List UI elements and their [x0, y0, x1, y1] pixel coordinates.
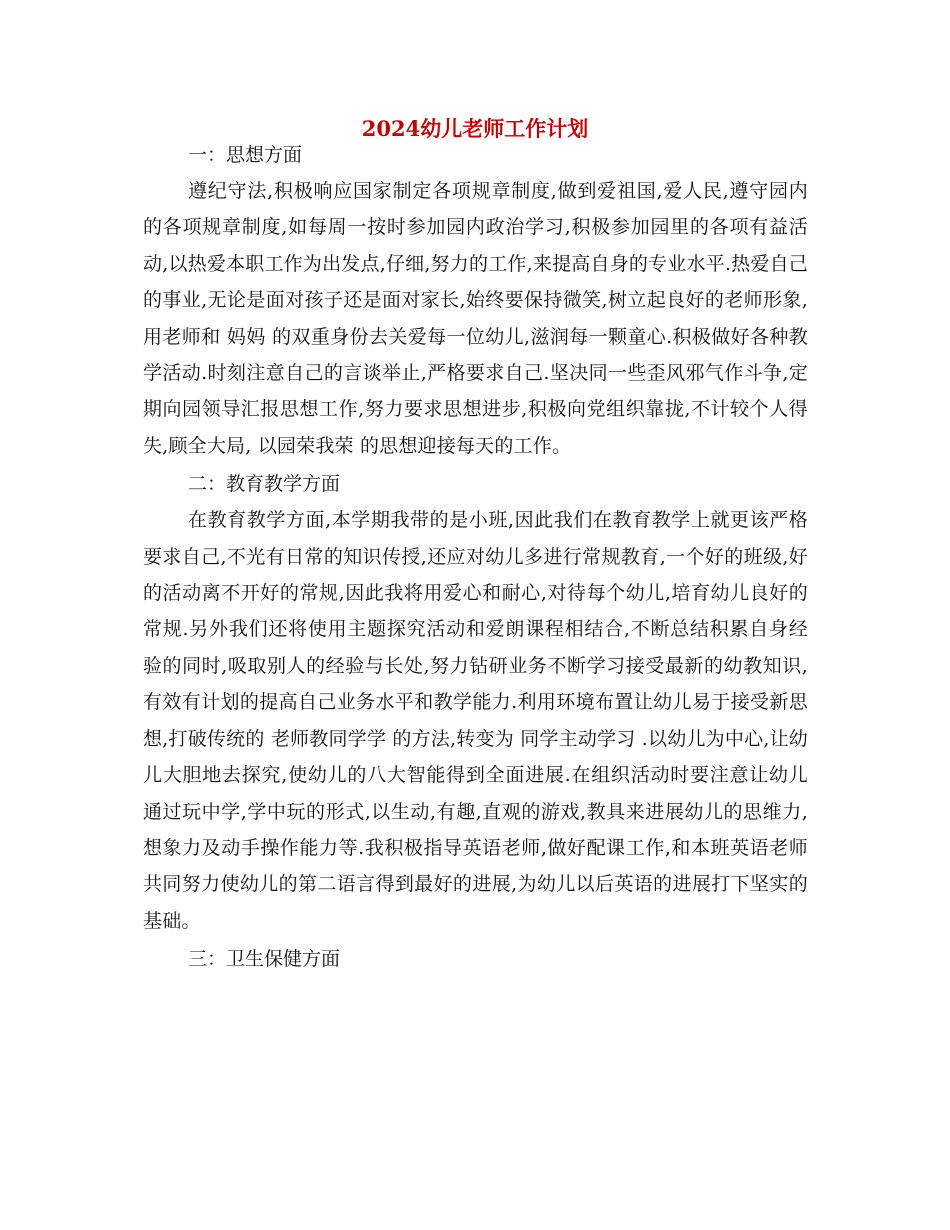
section-heading-ideology: 一：思想方面 — [188, 144, 303, 166]
section-heading-teaching: 二：教育教学方面 — [188, 473, 341, 496]
section-paragraph-teaching: 在教育教学方面,本学期我带的是小班,因此我们在教育教学上就更该严格要求自己,不光有日常的知识传授,还应对幼儿多进行常规教育,一个好的班级,好的活动离不开好的常规,因此我将用爱心和耐心,对待每个幼儿,培育幼儿良好的常规.另外我们还将使用主题探究活动和爱朗课程相结合,不断总结积累自身经验的同时,吸取别人的经验与长处,努力钻研业务不断学习接受最新的幼教知识,有效有计划的提高自己业务水平和教学能力.利用环境布置让幼儿易于接受新思想,打破传统的 老师教同学学 的方法,转变为 同学主动学习 .以幼儿为中心,让幼儿大胆地去探究,使幼儿的八大智能得到全面进展.在组织活动时要注意让幼儿通过玩中学,学中玩的形式,以生动,有趣,直观的游戏,教具来进展幼儿的思维力,想象力及动手操作能力等.我积极指导英语老师,做好配课工作,和本班英语老师共同努力使幼儿的第二语言得到最好的进展,为幼儿以后英语的进展打下坚实的基础。 — [143, 509, 808, 932]
document-title: 2024幼儿老师工作计划 — [361, 116, 589, 141]
section-heading-health: 三：卫生保健方面 — [188, 948, 341, 971]
document-body — [143, 138, 808, 976]
section-paragraph-ideology: 遵纪守法,积极响应国家制定各项规章制度,做到爱祖国,爱人民,遵守园内的各项规章制度,如每周一按时参加园内政治学习,积极参加园里的各项有益活动,以热爱本职工作为出发点,仔细,努力的工作,来提高自身的专业水平.热爱自己的事业,无论是面对孩子还是面对家长,始终要保持微笑,树立起良好的老师形象,用老师和 妈妈 的双重身份去关爱每一位幼儿,滋润每一颗童心.积极做好各种教学活动.时刻注意自己的言谈举止,严格要求自己.坚决同一些歪风邪气作斗争,定期向园领导汇报思想工作,努力要求思想进步,积极向党组织靠拢,不计较个人得失,顾全大局, 以园荣我荣 的思想迎接每天的工作。 — [143, 180, 808, 457]
